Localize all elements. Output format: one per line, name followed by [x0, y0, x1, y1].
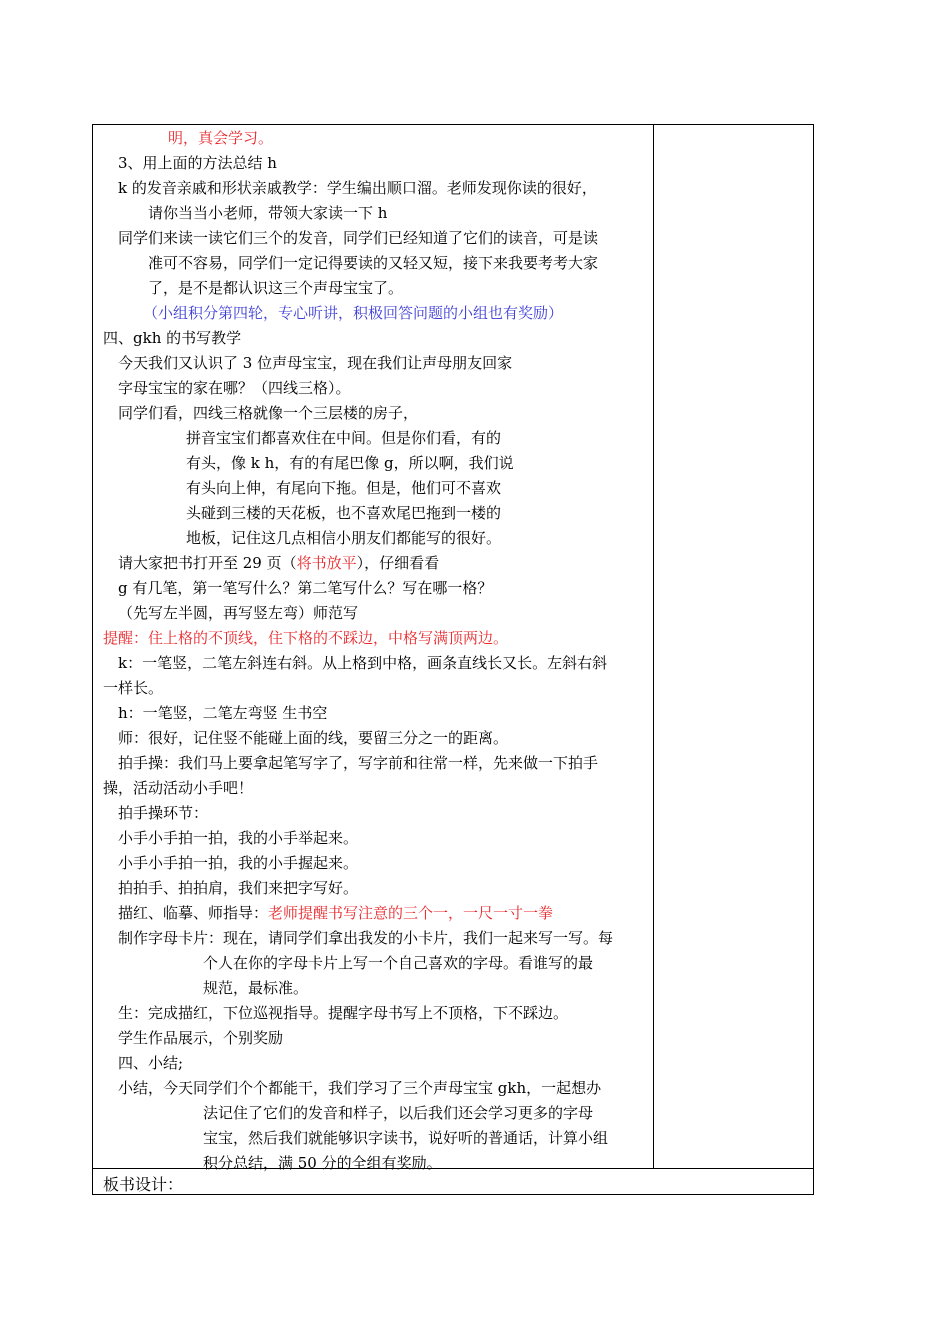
text-line: （先写左半圆，再写竖左弯）师范写: [118, 604, 359, 622]
section-heading: 四、小结;: [118, 1054, 184, 1072]
text-line: 字母宝宝的家在哪？（四线三格）。: [118, 379, 351, 397]
text-line: 小手小手拍一拍，我的小手举起来。: [118, 829, 359, 847]
text-line: 积分总结，满 50 分的全组有奖励。: [203, 1154, 442, 1172]
text-line: 头碰到三楼的天花板，也不喜欢尾巴拖到一楼的: [186, 504, 502, 522]
text-segment: 描红、临摹、师指导：: [118, 904, 269, 922]
text-line: 拍手操：我们马上要拿起笔写字了，写字前和往常一样，先来做一下拍手: [118, 754, 599, 772]
text-segment: ），仔细看看: [356, 554, 440, 572]
text-line: 拍拍手、拍拍肩，我们来把字写好。: [118, 879, 359, 897]
text-line: 有头，像 k h，有的有尾巴像 g，所以啊，我们说: [186, 454, 514, 472]
text-line: 同学们看，四线三格就像一个三层楼的房子，: [118, 404, 419, 422]
text-line: 制作字母卡片：现在，请同学们拿出我发的小卡片，我们一起来写一写。每: [118, 929, 614, 947]
reminder-line: 提醒：住上格的不顶线，住下格的不踩边，中格写满顶两边。: [103, 629, 509, 647]
text-line: 一样长。: [103, 679, 164, 697]
text-line: （小组积分第四轮，专心听讲，积极回答问题的小组也有奖励）: [143, 304, 564, 322]
text-line: h：一笔竖，二笔左弯竖 生书空: [118, 704, 328, 722]
text-line: 了，是不是都认识这三个声母宝宝了。: [148, 279, 404, 297]
text-line: 个人在你的字母卡片上写一个自己喜欢的字母。看谁写的最: [203, 954, 594, 972]
text-line: 准可不容易，同学们一定记得要读的又轻又短，接下来我要考考大家: [148, 254, 599, 272]
lesson-table: [92, 124, 814, 1195]
text-line: 有头向上伸，有尾向下拖。但是，他们可不喜欢: [186, 479, 502, 497]
text-line: [118, 902, 553, 924]
text-line: [118, 552, 439, 574]
text-line: 拼音宝宝们都喜欢住在中间。但是你们看，有的: [186, 429, 502, 447]
text-line: 学生作品展示，个别奖励: [118, 1029, 284, 1047]
text-line: 生：完成描红，下位巡视指导。提醒字母书写上不顶格，下不踩边。: [118, 1004, 569, 1022]
text-line: 宝宝，然后我们就能够识字读书，说好听的普通话，计算小组: [203, 1129, 609, 1147]
column-divider: [653, 125, 654, 1168]
highlight-text: 老师提醒书写注意的三个一，一尺一寸一拳: [268, 904, 554, 922]
text-line: 明，真会学习。: [168, 129, 274, 147]
text-line: 今天我们又认识了 3 位声母宝宝，现在我们让声母朋友回家: [118, 354, 513, 372]
text-line: 地板，记住这几点相信小朋友们都能写的很好。: [186, 529, 502, 547]
text-line: 拍手操环节：: [118, 804, 209, 822]
text-line: 3、用上面的方法总结 h: [118, 154, 277, 172]
text-line: 同学们来读一读它们三个的发音，同学们已经知道了它们的读音，可是读: [118, 229, 599, 247]
text-segment: 请大家把书打开至 29 页（: [118, 554, 297, 572]
row-divider: [93, 1168, 813, 1169]
text-line: k 的发音亲戚和形状亲戚教学：学生编出顺口溜。老师发现你读的很好，: [118, 179, 597, 197]
text-line: 师：很好，记住竖不能碰上面的线，要留三分之一的距离。: [118, 729, 509, 747]
text-line: 请你当当小老师，带领大家读一下 h: [148, 204, 388, 222]
board-design-label: 板书设计：: [103, 1175, 184, 1194]
highlight-text: 将书放平: [296, 554, 357, 572]
text-line: g 有几笔，第一笔写什么？第二笔写什么？写在哪一格？: [118, 579, 493, 597]
text-line: 小结，今天同学们个个都能干，我们学习了三个声母宝宝 gkh，一起想办: [118, 1079, 602, 1097]
text-line: k：一笔竖，二笔左斜连右斜。从上格到中格，画条直线长又长。左斜右斜: [118, 654, 608, 672]
text-line: 操，活动活动小手吧！: [103, 779, 254, 797]
text-line: 规范，最标准。: [203, 979, 309, 997]
text-line: 法记住了它们的发音和样子，以后我们还会学习更多的字母: [203, 1104, 594, 1122]
text-line: 小手小手拍一拍，我的小手握起来。: [118, 854, 359, 872]
section-heading: 四、gkh 的书写教学: [103, 329, 242, 347]
